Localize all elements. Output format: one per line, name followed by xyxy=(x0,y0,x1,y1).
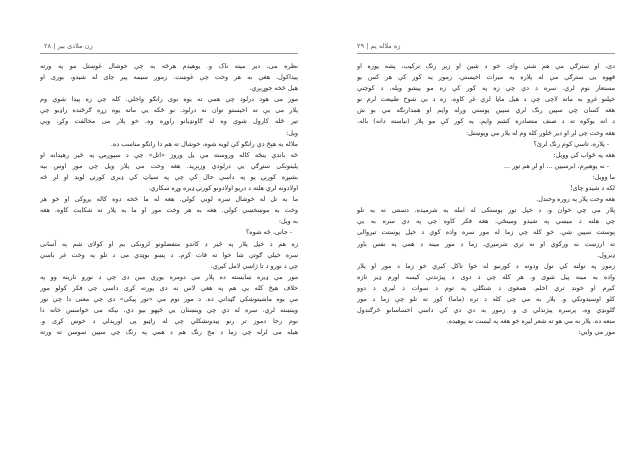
left-page xyxy=(40,0,298,451)
text-line: مستعار نوم لري. سره د دې چې زه په کور کې زه مو پیشو ویله، د کوچنې xyxy=(357,84,615,93)
text-line: کیږم او خوند تري اخلم. همغوی د شنګلې په توم د سوات د لیرې د دوو xyxy=(357,283,615,292)
text-line: هیله می لرله چې زما د مخ رنګ هم د همې په رنګ چې سپین سوسن ته ورته xyxy=(40,328,298,337)
text-line: وینښته لري. سره له دې چې وینښتان یې څپهو بیو دي. نیکه می خواسس خانه دا xyxy=(40,306,298,315)
text-line: پوستت سپین شي. خو کله چې زما له مور سره واده کوي د خپل پوستت تیږوالی xyxy=(357,228,615,237)
right-running-head xyxy=(357,41,615,54)
text-line: هغه وخت پلار په زوره وخندل. xyxy=(536,195,615,204)
text-line: خپلنو غږو به ماته لاچی چې د هیل ماڼا لري غږ کاوه. زه د بې شوخ طبیعت لرم نو xyxy=(357,95,615,104)
text-line: پلیتونکی ستړګې یې درلودې وزېږید. هغه وخت مې پلار ویل چې مور اوس بیه xyxy=(40,161,298,170)
text-line: نظره می، دیر میته ناک و. یوهیدم هرځه به چې خوشال غوښتل مو په ورته xyxy=(40,62,298,70)
text-line: پیداکول. هغې به هر وخت چې غوښت. زموږ سیمه پیږ چای له شیدو، بوری او xyxy=(40,73,298,82)
left-running-head xyxy=(40,41,298,54)
text-line: کلو اوسیدونکي و. پلار به مې چې کله د تره (ماما) کور ته تلو چې زما د مور xyxy=(357,294,615,303)
text-line: ما وویل: xyxy=(592,172,615,181)
text-line: ګلونډې وه، پرسره پیژندلي ی و. زموږ به دي دې کې داسې اخساسانو څرګندول xyxy=(357,306,615,315)
text-line: ویل: xyxy=(286,128,298,137)
text-line: ته ارزښت نه ورکوي او نه ترې شرمیږي، زما د مور مینه د همې په نفس باور xyxy=(357,239,615,248)
right-text-block xyxy=(357,61,615,431)
text-line: - نه پوهیږم، ابرسپین ... او لږ هم تور ... xyxy=(503,161,609,170)
text-line: قهوه یی سترګې مې له پلاره یه میراث اخیستي. زموږ په کور کې هر کس یو xyxy=(357,73,615,82)
text-line: د انه یوکوه ته د صنف متصادره کشم وایم. په کور کې مو پلار (نیاسته دانه) باله. xyxy=(357,117,615,126)
text-line: ما به تل له خوشال سره لوبې کولې. هغه له ما څخه دوه کاله یږوکی او خو هر xyxy=(40,195,298,204)
text-line: لکه د شیدو چای! xyxy=(569,184,615,193)
text-line: څه باندې پنځه کاله وروسته مې پل وروز «اتل» چې د سپوږمۍ په څیر رهیدانه او xyxy=(40,150,298,159)
text-line: چې د نورو د تا ژاښې لامل کیږي. xyxy=(210,261,298,270)
text-line: چې هلته د میښې په شیدو ومینځي. هغه فکر کاوه چې په دې سره به یې xyxy=(357,217,615,226)
text-line: مور می هود درلود چې همې ته یوه نوی رانګو واخلي. کله چې زه پیدا شوې وم xyxy=(40,95,298,104)
text-line: به ویل: xyxy=(278,217,298,226)
text-line: ملاله به هیڅ دي رانګو کې لویه شوه، خوشال ته هم دا رانګو مناسب ده. xyxy=(110,139,298,148)
text-line: مور مې ډیره ښایسته ده پلار مې دومره یوږي مین دی چې د نورو نارینه وو په xyxy=(40,272,298,281)
text-line: خلاف هیڅ کله یې هم په هغې لاس نه دی پورته کړی داسې چې فکر کولو مور xyxy=(40,283,298,292)
right-page xyxy=(357,0,615,451)
text-line: سره خپلې ګوتې شا خوا ته قات کړم. د پښو بوټدي می د تلو په وخت غږ باسي xyxy=(40,250,298,259)
text-line: زه هم د خپل پلار په څیر د کاندو متفصلونو لرونکی یم او کولای شم په آسانی xyxy=(40,239,298,248)
text-line: - پلاره، تاسې کوم رنګ لرئ؟ xyxy=(533,139,609,148)
text-line: نوم رحا دموز تر رنو پیدونشکلي چې له راټیو پی اوریدلي د خوښ کړی و. xyxy=(40,317,298,326)
left-page-header-text: زن ملادی بیر | ۲۸ xyxy=(44,42,93,50)
text-line: پلار مې چې خوان و، د خپل تور پوستکی له امله به شرمیده. دسنتی ته به تلو xyxy=(357,206,615,215)
text-line: واده به مینه پیل شوی و. هر کله چې د دوی د پیژندنې کیسه اورم ډیر تازه xyxy=(357,272,615,281)
text-line: ډیرول. xyxy=(597,250,615,259)
text-line: مې یوه ماشیتوشکې ګڼدانې ده. د مور نوم مې «تور پیکی» دی چې معنی دا چې نور xyxy=(40,294,298,303)
text-line: هغه وخت چې لږ او دیر ځلوږ کله وم له پلار مي وپوښتل: xyxy=(466,128,615,137)
text-line: دی، او سترګې مې هم شنې وای. خو د شین او زیږ رنګ ترکیب، پشه پوزه او xyxy=(357,62,615,70)
text-line: تیر ځله کارول شوې وه له ګاونډیانو راوړه وه. خو پلار می مخالفت وکړ، ویې xyxy=(40,117,298,126)
text-line: وخت به موښخښې کولې. هغه به هر وخت مور او ما به پلار ته شکایت کاوه. هغه xyxy=(40,206,298,215)
text-line: هیل څخه جوړیږي. xyxy=(249,84,298,93)
right-page-header-text: زه ملاله يم | ۲۹ xyxy=(357,42,401,50)
text-line: اولادونه لري هلته د دریو اولادونو کورنۍ ډیره وړه سکاري. xyxy=(148,184,298,193)
text-line: مور مې وایي: xyxy=(578,328,615,337)
text-line: هغه په ځواب کې وویل: xyxy=(553,150,615,159)
text-line: - جانی، څه شوه؟ xyxy=(245,228,292,237)
left-text-block xyxy=(40,61,298,431)
text-line: منعه ده. پلار به مې هو ته شعر لیږه خو هغه په لیست نه پوهیده. xyxy=(446,317,615,326)
text-line: هغه کسان چې سپین رنګ لري سپین پوستي وږله واپم او همدارنګه مې بو ش xyxy=(357,106,615,115)
text-line: پلار می یې ته اخیستو توان نه درلود. نو ځکه یې ماته یوه زړه ګرځنده راډیو چې xyxy=(40,106,298,115)
text-line: بشپړه کورنۍ یو په داسې حال کې چې په سیاټ کې ډیری کورنۍ لوید او لږ څه xyxy=(40,172,298,181)
text-line: زموږ په تولنه کې تول ودونه د کورنیو له خوا تاکل کیږي خو زما د مور او پلار xyxy=(357,261,615,270)
